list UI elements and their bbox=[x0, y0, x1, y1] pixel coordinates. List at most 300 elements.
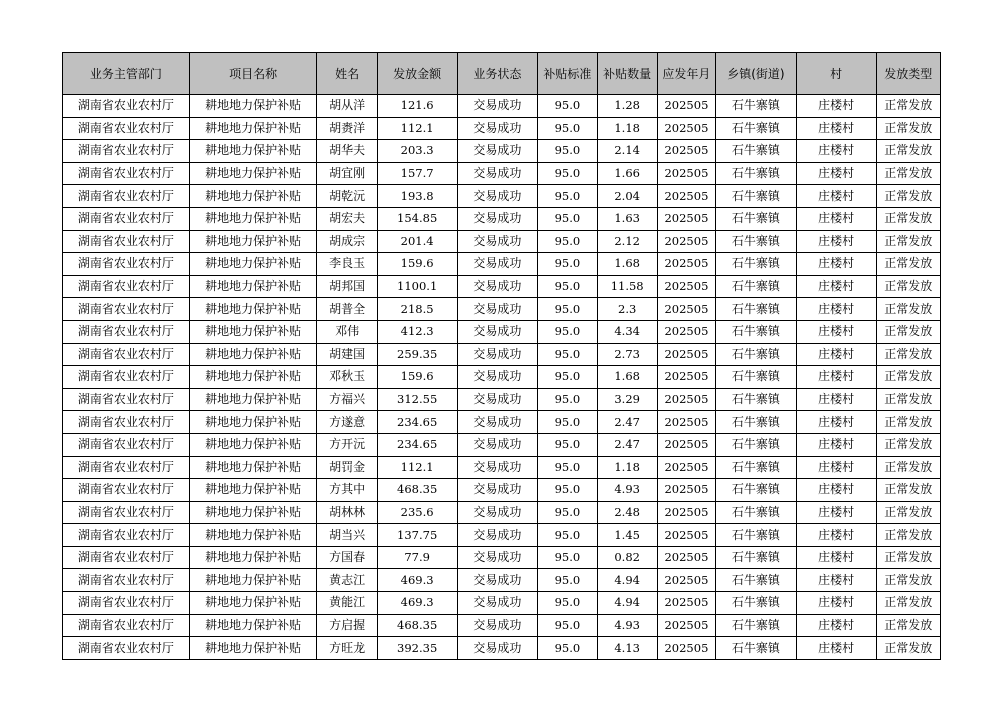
table-cell: 202505 bbox=[657, 207, 715, 230]
table-cell: 正常发放 bbox=[876, 185, 940, 208]
table-cell: 交易成功 bbox=[457, 275, 538, 298]
table-cell: 耕地地力保护补贴 bbox=[189, 207, 317, 230]
table-row bbox=[63, 343, 941, 366]
table-cell: 112.1 bbox=[377, 456, 457, 479]
table-cell: 石牛寨镇 bbox=[716, 614, 797, 637]
table-cell: 469.3 bbox=[377, 569, 457, 592]
table-cell: 202505 bbox=[657, 614, 715, 637]
table-cell: 正常发放 bbox=[876, 569, 940, 592]
column-header: 发放类型 bbox=[876, 53, 940, 95]
table-cell: 石牛寨镇 bbox=[716, 479, 797, 502]
table-row bbox=[63, 637, 941, 660]
table-cell: 4.34 bbox=[597, 320, 657, 343]
column-header: 姓名 bbox=[317, 53, 377, 95]
table-cell: 95.0 bbox=[538, 388, 597, 411]
table-cell: 耕地地力保护补贴 bbox=[189, 185, 317, 208]
table-cell: 交易成功 bbox=[457, 185, 538, 208]
table-cell: 湖南省农业农村厅 bbox=[63, 411, 190, 434]
table-cell: 正常发放 bbox=[876, 162, 940, 185]
table-row bbox=[63, 185, 941, 208]
table-cell: 95.0 bbox=[538, 253, 597, 276]
table-cell: 石牛寨镇 bbox=[716, 298, 797, 321]
table-cell: 202505 bbox=[657, 343, 715, 366]
table-cell: 468.35 bbox=[377, 614, 457, 637]
table-cell: 石牛寨镇 bbox=[716, 95, 797, 118]
table-body bbox=[63, 95, 941, 660]
table-cell: 95.0 bbox=[538, 275, 597, 298]
table-cell: 湖南省农业农村厅 bbox=[63, 162, 190, 185]
table-cell: 202505 bbox=[657, 185, 715, 208]
table-cell: 方开沅 bbox=[317, 433, 377, 456]
table-cell: 耕地地力保护补贴 bbox=[189, 298, 317, 321]
table-cell: 耕地地力保护补贴 bbox=[189, 614, 317, 637]
table-cell: 202505 bbox=[657, 95, 715, 118]
table-cell: 胡普全 bbox=[317, 298, 377, 321]
table-cell: 庄楼村 bbox=[796, 592, 876, 615]
table-cell: 2.47 bbox=[597, 411, 657, 434]
table-cell: 胡成宗 bbox=[317, 230, 377, 253]
table-cell: 方福兴 bbox=[317, 388, 377, 411]
table-cell: 正常发放 bbox=[876, 388, 940, 411]
table-cell: 202505 bbox=[657, 501, 715, 524]
table-cell: 胡赉洋 bbox=[317, 117, 377, 140]
table-cell: 1.66 bbox=[597, 162, 657, 185]
table-cell: 正常发放 bbox=[876, 117, 940, 140]
table-cell: 95.0 bbox=[538, 592, 597, 615]
table-cell: 235.6 bbox=[377, 501, 457, 524]
table-cell: 耕地地力保护补贴 bbox=[189, 388, 317, 411]
table-row bbox=[63, 614, 941, 637]
table-cell: 正常发放 bbox=[876, 592, 940, 615]
table-cell: 胡当兴 bbox=[317, 524, 377, 547]
table-cell: 218.5 bbox=[377, 298, 457, 321]
table-cell: 0.82 bbox=[597, 546, 657, 569]
table-cell: 庄楼村 bbox=[796, 230, 876, 253]
table-row bbox=[63, 592, 941, 615]
table-cell: 95.0 bbox=[538, 411, 597, 434]
table-cell: 耕地地力保护补贴 bbox=[189, 411, 317, 434]
table-cell: 湖南省农业农村厅 bbox=[63, 546, 190, 569]
table-cell: 交易成功 bbox=[457, 207, 538, 230]
table-cell: 2.12 bbox=[597, 230, 657, 253]
table-cell: 2.73 bbox=[597, 343, 657, 366]
table-cell: 202505 bbox=[657, 162, 715, 185]
table-cell: 方遂意 bbox=[317, 411, 377, 434]
table-cell: 庄楼村 bbox=[796, 366, 876, 389]
table-cell: 石牛寨镇 bbox=[716, 162, 797, 185]
table-cell: 正常发放 bbox=[876, 501, 940, 524]
table-cell: 2.14 bbox=[597, 140, 657, 163]
table-cell: 95.0 bbox=[538, 185, 597, 208]
table-cell: 2.48 bbox=[597, 501, 657, 524]
table-cell: 胡宜刚 bbox=[317, 162, 377, 185]
table-cell: 石牛寨镇 bbox=[716, 388, 797, 411]
column-header: 村 bbox=[796, 53, 876, 95]
table-cell: 正常发放 bbox=[876, 614, 940, 637]
table-cell: 李良玉 bbox=[317, 253, 377, 276]
table-cell: 正常发放 bbox=[876, 366, 940, 389]
table-cell: 庄楼村 bbox=[796, 275, 876, 298]
column-header: 补贴数量 bbox=[597, 53, 657, 95]
table-cell: 1100.1 bbox=[377, 275, 457, 298]
table-cell: 湖南省农业农村厅 bbox=[63, 614, 190, 637]
table-cell: 湖南省农业农村厅 bbox=[63, 592, 190, 615]
table-cell: 耕地地力保护补贴 bbox=[189, 343, 317, 366]
table-cell: 1.63 bbox=[597, 207, 657, 230]
table-cell: 湖南省农业农村厅 bbox=[63, 95, 190, 118]
table-cell: 154.85 bbox=[377, 207, 457, 230]
subsidy-table bbox=[62, 52, 941, 660]
table-cell: 湖南省农业农村厅 bbox=[63, 275, 190, 298]
table-cell: 耕地地力保护补贴 bbox=[189, 140, 317, 163]
table-cell: 4.94 bbox=[597, 592, 657, 615]
table-cell: 庄楼村 bbox=[796, 140, 876, 163]
table-cell: 202505 bbox=[657, 140, 715, 163]
table-cell: 正常发放 bbox=[876, 230, 940, 253]
table-cell: 胡罚金 bbox=[317, 456, 377, 479]
table-cell: 95.0 bbox=[538, 298, 597, 321]
column-header: 业务主管部门 bbox=[63, 53, 190, 95]
table-cell: 庄楼村 bbox=[796, 320, 876, 343]
table-cell: 耕地地力保护补贴 bbox=[189, 456, 317, 479]
table-cell: 邓伟 bbox=[317, 320, 377, 343]
table-cell: 正常发放 bbox=[876, 275, 940, 298]
table-cell: 交易成功 bbox=[457, 230, 538, 253]
table-cell: 95.0 bbox=[538, 614, 597, 637]
table-cell: 交易成功 bbox=[457, 117, 538, 140]
table-cell: 庄楼村 bbox=[796, 433, 876, 456]
table-cell: 468.35 bbox=[377, 479, 457, 502]
table-row bbox=[63, 230, 941, 253]
table-cell: 202505 bbox=[657, 388, 715, 411]
table-cell: 耕地地力保护补贴 bbox=[189, 569, 317, 592]
table-cell: 耕地地力保护补贴 bbox=[189, 253, 317, 276]
table-cell: 202505 bbox=[657, 275, 715, 298]
subsidy-table-sheet bbox=[62, 52, 941, 660]
table-cell: 石牛寨镇 bbox=[716, 253, 797, 276]
table-cell: 耕地地力保护补贴 bbox=[189, 320, 317, 343]
table-cell: 1.68 bbox=[597, 253, 657, 276]
table-row bbox=[63, 388, 941, 411]
table-cell: 交易成功 bbox=[457, 569, 538, 592]
table-cell: 湖南省农业农村厅 bbox=[63, 207, 190, 230]
table-cell: 庄楼村 bbox=[796, 95, 876, 118]
table-cell: 湖南省农业农村厅 bbox=[63, 524, 190, 547]
table-cell: 392.35 bbox=[377, 637, 457, 660]
table-cell: 耕地地力保护补贴 bbox=[189, 117, 317, 140]
table-cell: 庄楼村 bbox=[796, 456, 876, 479]
table-cell: 11.58 bbox=[597, 275, 657, 298]
table-cell: 耕地地力保护补贴 bbox=[189, 524, 317, 547]
table-header bbox=[63, 53, 941, 95]
table-cell: 湖南省农业农村厅 bbox=[63, 637, 190, 660]
column-header: 补贴标准 bbox=[538, 53, 597, 95]
table-cell: 202505 bbox=[657, 117, 715, 140]
table-cell: 湖南省农业农村厅 bbox=[63, 298, 190, 321]
table-cell: 137.75 bbox=[377, 524, 457, 547]
table-cell: 耕地地力保护补贴 bbox=[189, 546, 317, 569]
table-cell: 1.18 bbox=[597, 456, 657, 479]
table-cell: 耕地地力保护补贴 bbox=[189, 275, 317, 298]
table-cell: 湖南省农业农村厅 bbox=[63, 501, 190, 524]
table-cell: 交易成功 bbox=[457, 298, 538, 321]
table-cell: 95.0 bbox=[538, 343, 597, 366]
table-cell: 259.35 bbox=[377, 343, 457, 366]
table-cell: 正常发放 bbox=[876, 637, 940, 660]
table-cell: 庄楼村 bbox=[796, 298, 876, 321]
column-header: 发放金额 bbox=[377, 53, 457, 95]
table-cell: 交易成功 bbox=[457, 411, 538, 434]
table-cell: 胡华夫 bbox=[317, 140, 377, 163]
table-cell: 95.0 bbox=[538, 479, 597, 502]
table-cell: 4.93 bbox=[597, 614, 657, 637]
table-cell: 石牛寨镇 bbox=[716, 207, 797, 230]
table-cell: 312.55 bbox=[377, 388, 457, 411]
table-cell: 石牛寨镇 bbox=[716, 524, 797, 547]
table-cell: 交易成功 bbox=[457, 343, 538, 366]
table-row bbox=[63, 207, 941, 230]
table-cell: 石牛寨镇 bbox=[716, 637, 797, 660]
table-row bbox=[63, 433, 941, 456]
table-cell: 方国春 bbox=[317, 546, 377, 569]
table-cell: 202505 bbox=[657, 524, 715, 547]
table-cell: 202505 bbox=[657, 298, 715, 321]
table-cell: 4.94 bbox=[597, 569, 657, 592]
table-cell: 湖南省农业农村厅 bbox=[63, 388, 190, 411]
table-row bbox=[63, 117, 941, 140]
table-row bbox=[63, 140, 941, 163]
table-cell: 黄志江 bbox=[317, 569, 377, 592]
table-row bbox=[63, 253, 941, 276]
table-cell: 交易成功 bbox=[457, 95, 538, 118]
table-cell: 湖南省农业农村厅 bbox=[63, 433, 190, 456]
table-cell: 交易成功 bbox=[457, 637, 538, 660]
table-cell: 3.29 bbox=[597, 388, 657, 411]
table-cell: 412.3 bbox=[377, 320, 457, 343]
table-cell: 交易成功 bbox=[457, 366, 538, 389]
table-cell: 湖南省农业农村厅 bbox=[63, 569, 190, 592]
table-cell: 95.0 bbox=[538, 433, 597, 456]
table-cell: 石牛寨镇 bbox=[716, 185, 797, 208]
table-cell: 石牛寨镇 bbox=[716, 501, 797, 524]
table-cell: 胡林林 bbox=[317, 501, 377, 524]
table-cell: 正常发放 bbox=[876, 298, 940, 321]
table-cell: 庄楼村 bbox=[796, 343, 876, 366]
table-cell: 庄楼村 bbox=[796, 117, 876, 140]
table-cell: 202505 bbox=[657, 253, 715, 276]
table-cell: 黄能江 bbox=[317, 592, 377, 615]
table-cell: 469.3 bbox=[377, 592, 457, 615]
table-cell: 2.3 bbox=[597, 298, 657, 321]
table-cell: 石牛寨镇 bbox=[716, 320, 797, 343]
table-row bbox=[63, 275, 941, 298]
table-cell: 1.28 bbox=[597, 95, 657, 118]
table-cell: 耕地地力保护补贴 bbox=[189, 501, 317, 524]
table-cell: 耕地地力保护补贴 bbox=[189, 366, 317, 389]
table-cell: 石牛寨镇 bbox=[716, 456, 797, 479]
table-cell: 庄楼村 bbox=[796, 524, 876, 547]
table-row bbox=[63, 162, 941, 185]
table-cell: 石牛寨镇 bbox=[716, 140, 797, 163]
table-cell: 交易成功 bbox=[457, 592, 538, 615]
table-cell: 湖南省农业农村厅 bbox=[63, 479, 190, 502]
table-cell: 湖南省农业农村厅 bbox=[63, 343, 190, 366]
table-cell: 湖南省农业农村厅 bbox=[63, 185, 190, 208]
table-cell: 正常发放 bbox=[876, 343, 940, 366]
table-cell: 石牛寨镇 bbox=[716, 366, 797, 389]
table-cell: 石牛寨镇 bbox=[716, 230, 797, 253]
table-cell: 正常发放 bbox=[876, 207, 940, 230]
column-header: 业务状态 bbox=[457, 53, 538, 95]
table-row bbox=[63, 411, 941, 434]
table-row bbox=[63, 479, 941, 502]
table-cell: 胡乾沅 bbox=[317, 185, 377, 208]
table-cell: 石牛寨镇 bbox=[716, 546, 797, 569]
table-cell: 交易成功 bbox=[457, 140, 538, 163]
table-cell: 202505 bbox=[657, 456, 715, 479]
table-cell: 95.0 bbox=[538, 207, 597, 230]
table-cell: 石牛寨镇 bbox=[716, 343, 797, 366]
table-cell: 95.0 bbox=[538, 637, 597, 660]
table-cell: 耕地地力保护补贴 bbox=[189, 479, 317, 502]
table-cell: 4.93 bbox=[597, 479, 657, 502]
table-cell: 交易成功 bbox=[457, 614, 538, 637]
table-cell: 庄楼村 bbox=[796, 388, 876, 411]
table-cell: 庄楼村 bbox=[796, 253, 876, 276]
table-cell: 交易成功 bbox=[457, 433, 538, 456]
table-cell: 庄楼村 bbox=[796, 501, 876, 524]
table-cell: 方其中 bbox=[317, 479, 377, 502]
table-cell: 邓秋玉 bbox=[317, 366, 377, 389]
table-cell: 202505 bbox=[657, 479, 715, 502]
table-cell: 庄楼村 bbox=[796, 637, 876, 660]
table-cell: 193.8 bbox=[377, 185, 457, 208]
table-cell: 石牛寨镇 bbox=[716, 569, 797, 592]
table-cell: 202505 bbox=[657, 546, 715, 569]
table-row bbox=[63, 456, 941, 479]
table-row bbox=[63, 524, 941, 547]
table-cell: 95.0 bbox=[538, 366, 597, 389]
table-cell: 交易成功 bbox=[457, 479, 538, 502]
table-cell: 交易成功 bbox=[457, 162, 538, 185]
table-cell: 交易成功 bbox=[457, 388, 538, 411]
table-cell: 耕地地力保护补贴 bbox=[189, 230, 317, 253]
table-cell: 2.47 bbox=[597, 433, 657, 456]
table-cell: 159.6 bbox=[377, 366, 457, 389]
table-cell: 正常发放 bbox=[876, 95, 940, 118]
table-cell: 1.18 bbox=[597, 117, 657, 140]
table-cell: 202505 bbox=[657, 366, 715, 389]
table-cell: 正常发放 bbox=[876, 524, 940, 547]
table-cell: 112.1 bbox=[377, 117, 457, 140]
table-cell: 正常发放 bbox=[876, 411, 940, 434]
table-row bbox=[63, 366, 941, 389]
table-cell: 胡从洋 bbox=[317, 95, 377, 118]
table-cell: 157.7 bbox=[377, 162, 457, 185]
table-cell: 203.3 bbox=[377, 140, 457, 163]
table-cell: 95.0 bbox=[538, 162, 597, 185]
table-cell: 202505 bbox=[657, 592, 715, 615]
table-cell: 石牛寨镇 bbox=[716, 117, 797, 140]
table-cell: 95.0 bbox=[538, 95, 597, 118]
table-cell: 95.0 bbox=[538, 320, 597, 343]
table-cell: 121.6 bbox=[377, 95, 457, 118]
table-cell: 湖南省农业农村厅 bbox=[63, 253, 190, 276]
table-cell: 湖南省农业农村厅 bbox=[63, 366, 190, 389]
table-cell: 方旺龙 bbox=[317, 637, 377, 660]
table-cell: 庄楼村 bbox=[796, 185, 876, 208]
table-cell: 95.0 bbox=[538, 117, 597, 140]
table-cell: 石牛寨镇 bbox=[716, 275, 797, 298]
table-cell: 95.0 bbox=[538, 456, 597, 479]
table-cell: 交易成功 bbox=[457, 524, 538, 547]
table-cell: 胡建国 bbox=[317, 343, 377, 366]
table-cell: 234.65 bbox=[377, 433, 457, 456]
table-cell: 202505 bbox=[657, 569, 715, 592]
table-cell: 95.0 bbox=[538, 140, 597, 163]
column-header: 乡镇(街道) bbox=[716, 53, 797, 95]
table-cell: 202505 bbox=[657, 320, 715, 343]
table-cell: 胡邦国 bbox=[317, 275, 377, 298]
table-cell: 正常发放 bbox=[876, 253, 940, 276]
table-row bbox=[63, 95, 941, 118]
table-cell: 石牛寨镇 bbox=[716, 592, 797, 615]
table-cell: 石牛寨镇 bbox=[716, 411, 797, 434]
table-cell: 庄楼村 bbox=[796, 569, 876, 592]
column-header: 应发年月 bbox=[657, 53, 715, 95]
table-cell: 交易成功 bbox=[457, 546, 538, 569]
table-cell: 202505 bbox=[657, 433, 715, 456]
table-cell: 交易成功 bbox=[457, 253, 538, 276]
table-cell: 庄楼村 bbox=[796, 614, 876, 637]
table-cell: 交易成功 bbox=[457, 501, 538, 524]
table-cell: 正常发放 bbox=[876, 140, 940, 163]
table-cell: 湖南省农业农村厅 bbox=[63, 140, 190, 163]
table-cell: 2.04 bbox=[597, 185, 657, 208]
table-cell: 耕地地力保护补贴 bbox=[189, 433, 317, 456]
table-cell: 201.4 bbox=[377, 230, 457, 253]
table-cell: 耕地地力保护补贴 bbox=[189, 162, 317, 185]
table-row bbox=[63, 501, 941, 524]
table-cell: 4.13 bbox=[597, 637, 657, 660]
table-cell: 交易成功 bbox=[457, 320, 538, 343]
table-cell: 庄楼村 bbox=[796, 479, 876, 502]
table-cell: 77.9 bbox=[377, 546, 457, 569]
table-cell: 1.45 bbox=[597, 524, 657, 547]
table-cell: 202505 bbox=[657, 637, 715, 660]
table-cell: 159.6 bbox=[377, 253, 457, 276]
table-cell: 石牛寨镇 bbox=[716, 433, 797, 456]
table-cell: 湖南省农业农村厅 bbox=[63, 230, 190, 253]
table-row bbox=[63, 320, 941, 343]
table-cell: 正常发放 bbox=[876, 479, 940, 502]
column-header: 项目名称 bbox=[189, 53, 317, 95]
table-cell: 湖南省农业农村厅 bbox=[63, 320, 190, 343]
table-cell: 庄楼村 bbox=[796, 207, 876, 230]
table-cell: 耕地地力保护补贴 bbox=[189, 95, 317, 118]
table-cell: 耕地地力保护补贴 bbox=[189, 592, 317, 615]
table-cell: 正常发放 bbox=[876, 456, 940, 479]
table-cell: 正常发放 bbox=[876, 320, 940, 343]
table-cell: 正常发放 bbox=[876, 546, 940, 569]
table-cell: 95.0 bbox=[538, 546, 597, 569]
table-cell: 正常发放 bbox=[876, 433, 940, 456]
table-cell: 庄楼村 bbox=[796, 411, 876, 434]
table-cell: 95.0 bbox=[538, 501, 597, 524]
table-cell: 湖南省农业农村厅 bbox=[63, 117, 190, 140]
table-cell: 胡宏夫 bbox=[317, 207, 377, 230]
table-cell: 234.65 bbox=[377, 411, 457, 434]
